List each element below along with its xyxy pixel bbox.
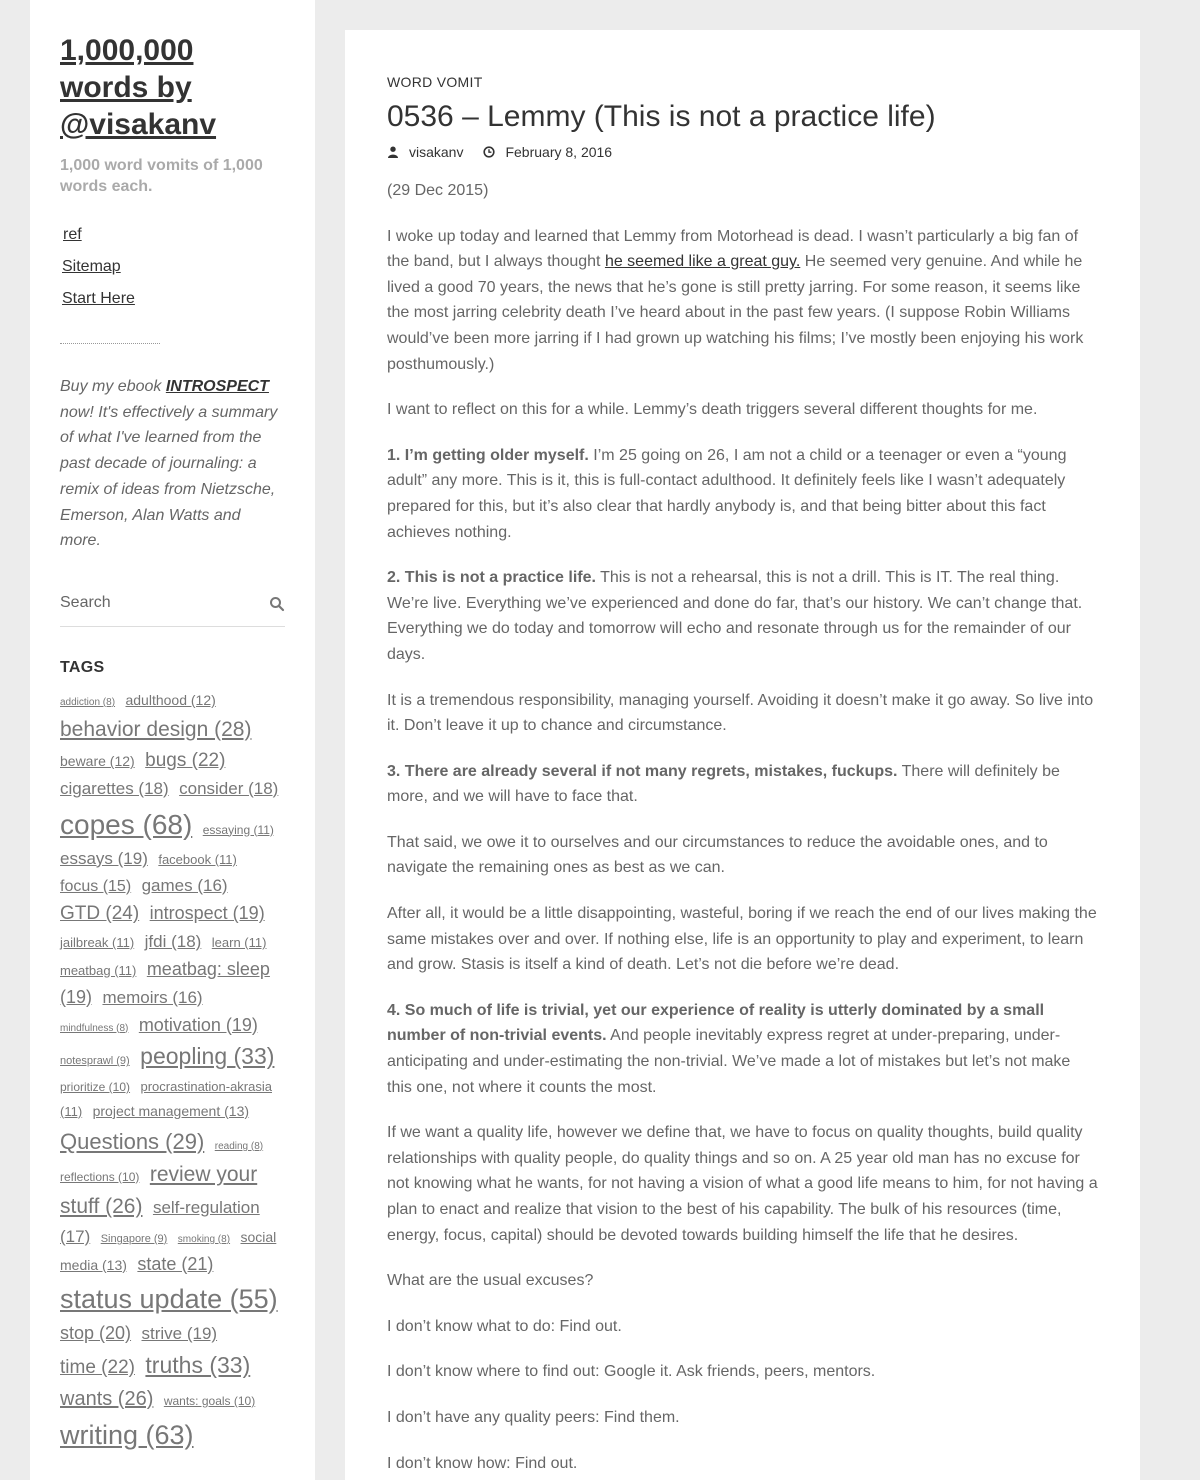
post-paragraph: (29 Dec 2015) — [387, 182, 489, 199]
post-paragraph — [387, 759, 1098, 810]
great-guy-link[interactable]: he seemed like a great guy. — [604, 253, 801, 271]
tag-link[interactable]: meatbag (11) — [60, 962, 137, 978]
post-article — [345, 30, 1140, 1476]
search-box — [60, 586, 285, 627]
ebook-link[interactable]: INTROSPECT — [165, 378, 269, 395]
search-input[interactable] — [60, 586, 250, 612]
tag-link[interactable]: jfdi (18) — [144, 931, 202, 951]
tag-link[interactable]: learn (11) — [211, 934, 267, 950]
tag-link[interactable]: introspect (19) — [149, 903, 265, 924]
tag-link[interactable]: wants (26) — [60, 1387, 154, 1410]
post-paragraph — [387, 224, 1098, 378]
post-content — [387, 178, 1098, 1476]
post-paragraph: After all, it would be a little disappointing, wasteful, boring if we reach the end of our lives making the same mistakes over and over. If nothing else, life is an opportunity to play and experiment, to learn and grow. Stasis is itself a kind of death. Let’s not die before we’re dead. — [387, 905, 1097, 974]
post-paragraph: If we want a quality life, however we define that, we have to focus on quality thoughts, build quality relationships with quality people, do quality things and so on. A 25 year old man has no excuse for not knowing what he wants, for not having a vision of what a good life means to him, for not having a plan to enact and realize that vision to the best of his capability. The bulk of his resources (time, energy, focus, capital) should be devoted towards building himself the life that he desires. — [387, 1124, 1098, 1244]
tag-link[interactable]: Singapore (9) — [100, 1232, 168, 1245]
point-heading: 4. So much of life is trivial, yet our experience of reality is utterly dominated by a small number of non-trivial events. — [387, 1001, 1045, 1045]
tag-link[interactable]: smoking (8) — [177, 1233, 231, 1245]
site-title-line: @visakanv — [60, 108, 217, 141]
post-paragraph: I don’t know where to find out: Google it. Ask friends, peers, mentors. — [387, 1363, 876, 1381]
tag-cloud — [60, 689, 286, 1457]
tag-link[interactable]: Questions (29) — [60, 1128, 205, 1154]
tag-link[interactable]: strive (19) — [141, 1324, 218, 1344]
main-content — [345, 30, 1140, 1480]
post-paragraph — [387, 998, 1098, 1100]
tag-link[interactable]: reading (8) — [214, 1140, 264, 1152]
post-paragraph: What are the usual excuses? — [387, 1272, 594, 1290]
tag-link[interactable]: reflections (10) — [60, 1169, 140, 1184]
site-title-line: 1,000,000 — [60, 34, 194, 67]
paragraph-text: And people inevitably express regret at under-preparing, under-anticipating and under-estimating the non-trivial. We’ve made a lot of mistakes but let’s not make this one, not where it counts the most. — [387, 1027, 1071, 1096]
promo-text: now! It's effectively a summary of what I've learned from the past decade of journaling: a remix of ideas from Nietzsche, Emerson, Alan Watts and more. — [60, 403, 278, 550]
paragraph-text: He seemed very genuine. And while he lived a good 70 years, the news that he’s gone is still pretty jarring. For some reason, it seems like the most jarring celebrity death I’ve heard about in the past few years. (I suppose Robin Williams would’ve been more jarring if I had grown up watching his films; I’ve mostly been enjoying his work posthumously.) — [387, 253, 1084, 373]
post-date: February 8, 2016 — [505, 144, 613, 160]
post-title: 0536 – Lemmy (This is not a practice life) — [387, 100, 936, 133]
tag-link[interactable]: consider (18) — [179, 778, 279, 798]
tag-link[interactable]: truths (33) — [145, 1352, 251, 1379]
post-paragraph — [387, 443, 1098, 545]
tag-link[interactable]: meatbag: sleep (19) — [60, 958, 270, 1007]
site-title-line: words by — [60, 71, 192, 104]
tag-link[interactable]: social media (13) — [60, 1228, 277, 1273]
tag-link[interactable]: prioritize (10) — [60, 1080, 131, 1095]
tag-link[interactable]: motivation (19) — [138, 1014, 258, 1035]
tag-link[interactable]: copes (68) — [60, 808, 193, 840]
menu-item-ref[interactable]: ref — [63, 226, 82, 243]
tag-link[interactable]: notesprawl (9) — [60, 1055, 130, 1068]
point-heading: 1. I’m getting older myself. — [387, 446, 589, 464]
tag-link[interactable]: wants: goals (10) — [163, 1393, 256, 1408]
tag-link[interactable]: adulthood (12) — [125, 691, 216, 708]
post-meta — [387, 144, 1098, 160]
paragraph-text: There will definitely be more, and we will have to face that. — [387, 762, 1060, 806]
promo-text: Buy my ebook — [60, 378, 166, 395]
sidebar-menu — [60, 219, 285, 315]
tag-link[interactable]: procrastination-akrasia (11) — [60, 1079, 272, 1119]
search-icon[interactable] — [269, 596, 285, 612]
tag-link[interactable]: beware (12) — [60, 753, 135, 770]
paragraph-text: I’m 25 going on 26, I am not a child or a teenager or even a “young adult” any more. This is it, this is full-contact adulthood. It definitely feels like I wasn’t adequately prepared for this, but it’s also clear that hardly anybody is, and that being bitter about this fact achieves nothing. — [387, 446, 1067, 541]
tag-link[interactable]: time (22) — [60, 1357, 135, 1379]
post-paragraph: It is a tremendous responsibility, managing yourself. Avoiding it doesn’t make it go away. So live into it. Don’t leave it up to chance and circumstance. — [387, 691, 1094, 735]
tag-link[interactable]: state (21) — [137, 1253, 214, 1274]
site-title-link[interactable] — [60, 32, 285, 143]
tag-link[interactable]: review your stuff (26) — [60, 1162, 258, 1219]
tag-link[interactable]: behavior design (28) — [60, 717, 252, 741]
tag-link[interactable]: cigarettes (18) — [60, 778, 169, 798]
tag-link[interactable]: bugs (22) — [145, 750, 226, 772]
tag-link[interactable]: essaying (11) — [202, 822, 274, 837]
tag-link[interactable]: facebook (11) — [158, 851, 237, 867]
post-paragraph: I don’t have any quality peers: Find them. — [387, 1408, 680, 1426]
tag-link[interactable]: essays (19) — [60, 848, 148, 868]
site-tagline: 1,000 word vomits of 1,000 words each. — [60, 157, 263, 195]
tag-link[interactable]: jailbreak (11) — [60, 934, 135, 950]
tag-link[interactable]: stop (20) — [60, 1323, 132, 1344]
post-category-link[interactable]: WORD VOMIT — [387, 74, 483, 90]
tag-link[interactable]: GTD (24) — [60, 903, 140, 925]
user-icon — [387, 146, 399, 158]
sidebar-divider — [60, 343, 160, 344]
post-paragraph: That said, we owe it to ourselves and our circumstances to reduce the avoidable ones, and to navigate the remaining ones as best as we can. — [387, 833, 1048, 877]
post-paragraph: I want to reflect on this for a while. Lemmy’s death triggers several different thoughts for me. — [387, 401, 1038, 419]
tag-link[interactable]: writing (63) — [60, 1419, 194, 1450]
point-heading: 2. This is not a practice life. — [387, 569, 596, 587]
menu-item-start-here[interactable]: Start Here — [62, 290, 135, 307]
menu-item-sitemap[interactable]: Sitemap — [62, 258, 121, 275]
paragraph-text: This is not a rehearsal, this is not a drill. This is IT. The real thing. We’re live. Everything we’ve experienced and done do far, that’s our history. We can’t change that. Everything we do today and tomorrow will echo and resonate through us for the remainder of our days. — [387, 569, 1083, 663]
tag-link[interactable]: addiction (8) — [60, 696, 116, 708]
tag-link[interactable]: status update (55) — [60, 1283, 278, 1314]
clock-icon — [483, 146, 495, 158]
ebook-promo — [60, 374, 285, 554]
post-paragraph: I don’t know how: Find out. — [387, 1454, 578, 1472]
sidebar — [30, 0, 315, 1480]
tag-link[interactable]: focus (15) — [60, 877, 132, 895]
tag-link[interactable]: memoirs (16) — [102, 987, 203, 1007]
tag-link[interactable]: project management (13) — [92, 1102, 250, 1119]
paragraph-text: I woke up today and learned that Lemmy from Motorhead is dead. I wasn’t particularly a big fan of the band, but I always thought — [387, 227, 1079, 271]
post-paragraph: I don’t know what to do: Find out. — [387, 1317, 622, 1335]
tag-link[interactable]: games (16) — [141, 875, 228, 895]
post-paragraph — [387, 565, 1098, 667]
tag-link[interactable]: mindfulness (8) — [60, 1022, 129, 1034]
tag-link[interactable]: self-regulation (17) — [60, 1198, 260, 1246]
tags-heading: TAGS — [60, 658, 105, 676]
point-heading: 3. There are already several if not many regrets, mistakes, fuckups. — [387, 762, 898, 780]
tag-link[interactable]: peopling (33) — [140, 1043, 275, 1070]
post-author-link[interactable]: visakanv — [409, 144, 464, 160]
